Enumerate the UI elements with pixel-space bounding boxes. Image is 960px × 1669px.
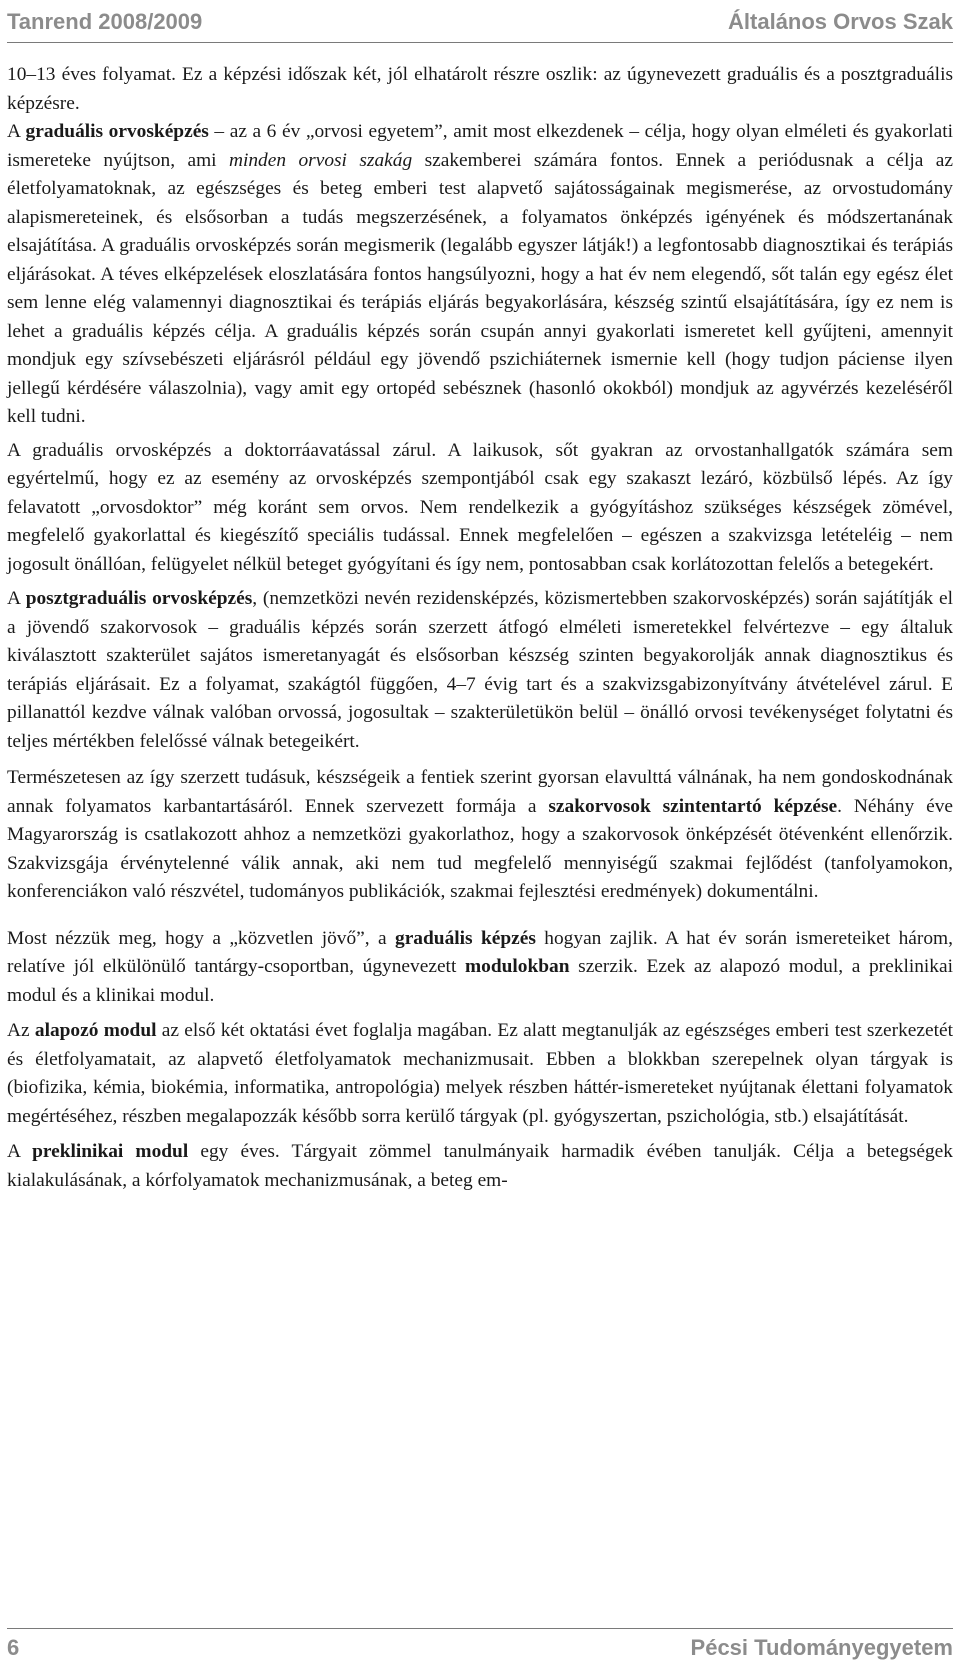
text-run: szakemberei számára fontos. Ennek a periódusnak a célja az életfolyamatoknak, az egészséges és beteg emberi test alapvető sajátosságainak megismerése, az orvostudomány alapismereteinek, és elsősorban a tudás megszerzésének, a folyamatos önképzés igényének és módszertanának elsajátítása. A graduális orvosképzés során megismerik (legalább egyszer látják!) a legfontosabb diagnosztikai és terápiás eljárásokat. A téves elképzelések eloszlatására fontos hangsúlyozni, hogy a hat év nem elegendő, sőt talán egy egész élet sem lenne elég valamennyi diagnosztikai és terápiás eljárás begyakorlására, készség szintű elsajátítására, így ez nem is lehet a graduális képzés célja. A graduális képzés során csupán annyi gyakorlati ismeretet kell gyűjteni, amennyit mondjuk egy szívsebészeti eljárásról például egy jövendő pszichiáternek ismernie kell (hogy tudjon páciense ilyen jellegű kérdésére válaszolnia), vagy amit egy ortopéd sebésznek (hasonló okokból) mondjuk az agyvérzés kezeléséről kell tudni. <box>7 149 953 427</box>
paragraph-gradualis <box>7 118 953 432</box>
running-footer <box>7 1628 953 1663</box>
text-run: A <box>7 588 26 609</box>
text-run: 10–13 éves folyamat. Ez a képzési időszak két, jól elhatárolt részre oszlik: az úgynevezett graduális és a posztgraduális képzésre. <box>7 64 953 114</box>
text-run: szerzik. Ezek az alapozó modul, a preklinikai modul és a klinikai modul. <box>7 956 953 1006</box>
main-text <box>7 61 953 1195</box>
paragraph-alapozo-modul <box>7 1017 953 1131</box>
text-run: Most nézzük meg, hogy a „közvetlen jövő”, a <box>7 927 395 949</box>
text-run: az első két oktatási évet foglalja magában. Ez alatt megtanulják az egészséges emberi test szerkezetét és életfolyamatait, az alapvető életfolyamatok mechanizmusait. Ebben a blokkban szerepelnek olyan tárgyak is (biofizika, kémia, biokémia, informatika, antropológia) melyek részben háttér-ismereteket nyújtanak élettani folyamatok megértéséhez, részben megalapozzák később sorra kerülő tárgyak (pl. gyógyszertan, pszichológia, stb.) elsajátítását. <box>7 1020 953 1127</box>
bold-term: posztgraduális orvosképzés <box>25 588 253 609</box>
bold-term: graduális képzés <box>395 927 536 949</box>
paragraph-intro-continued <box>7 61 953 118</box>
bold-term: szakorvosok szintentartó képzése <box>548 795 838 817</box>
bold-term: graduális orvosképzés <box>25 121 209 142</box>
running-header <box>7 6 953 43</box>
paragraph-szintentarto <box>7 764 953 907</box>
bold-term: modulokban <box>464 956 570 977</box>
text-run: A <box>7 121 26 142</box>
text-run: . Néhány éve Magyarország is csatlakozott ahhoz a nemzetközi gyakorlathoz, hogy a szakorvosok önképzését ötévenként ellenőrzik. Szakvizsgája érvénytelenné válik annak, aki nem tud megfelelő mennyiségű szakmai fejlődést (tanfolyamokon, konferenciákon való részvétel, tudományos publikációk, szakmai fejlesztési eredmények) dokumentálni. <box>7 795 953 902</box>
paragraph-preklinikai-modul <box>7 1138 953 1195</box>
text-run: Az <box>7 1020 35 1041</box>
text-run: A <box>7 1141 33 1162</box>
text-run: – az a 6 év „orvosi egyetem”, amit most elkezdenek – célja, hogy olyan elméleti és gyakorlati ismereteke nyújtson, ami <box>7 121 954 171</box>
paragraph-posztgradualis <box>7 585 953 756</box>
page-number: 6 <box>7 1635 20 1660</box>
text-run: Természetesen az így szerzett tudásuk, készségeik a fentiek szerint gyorsan elavulttá válnának, ha nem gondoskodnának annak folyamatos karbantartásáról. Ennek szervezett formája a <box>7 767 953 817</box>
bold-term: preklinikai modul <box>32 1141 189 1162</box>
footer-right-text: Pécsi Tudományegyetem <box>690 1635 953 1660</box>
header-left-text: Tanrend 2008/2009 <box>7 9 203 34</box>
text-run: , (nemzetközi nevén rezidensképzés, közismertebben szakorvosképzés) során sajátítják el a jövendő szakorvosok – graduális képzés során szerzett átfogó elméleti ismeretekkel felvértezve – egy általuk kiválasztott szakterület sajátos ismeretanyagát és elsősorban készség szinten begyakorolják annak diagnosztikus és terápiás eljárásait. Ez a folyamat, szakágtól függően, 4–7 évig tart és a szakvizsgabizonyítvány átvételével zárul. E pillanattól kezdve válnak valóban orvossá, jogosultak – szakterületükön belül – önálló orvosi tevékenységet folytatni és teljes mértékben felelőssé válnak betegeikért. <box>7 588 953 752</box>
paragraph-doktoravatas <box>7 437 953 580</box>
bold-term: alapozó modul <box>34 1020 157 1041</box>
text-run: hogyan zajlik. A hat év során ismereteiket három, relatíve jól elkülönülő tantárgy-csoportban, úgynevezett <box>7 927 953 977</box>
header-right-text: Általános Orvos Szak <box>728 9 953 34</box>
text-run: egy éves. Tárgyait zömmel tanulmányaik harmadik évében tanulják. Célja a betegségek kialakulásának, a kórfolyamatok mechanizmusának, a beteg em- <box>7 1141 953 1191</box>
italic-term: minden orvosi szakág <box>228 149 413 171</box>
paragraph-kozvetlen-jovo <box>7 925 953 1011</box>
text-run: A graduális orvosképzés a doktorráavatással zárul. A laikusok, sőt gyakran az orvostanhallgatók számára sem egyértelmű, hogy ez az esemény az orvosképzés szempontjából csak egy szakaszt lezáró, közbülső lépés. Az így felavatott „orvosdoktor” még koránt sem orvos. Nem rendelkezik a gyógyításhoz szükséges készségek zömével, megfelelő gyakorlattal és kiegészítő speciális tudással. Ennek megfelelően – egészen a szakvizsga letételéig – nem jogosult önállóan, felügyelet nélkül beteget gyógyítani és így nem, pontosabban csak korlátozottan felelős a betegekért. <box>7 439 953 575</box>
